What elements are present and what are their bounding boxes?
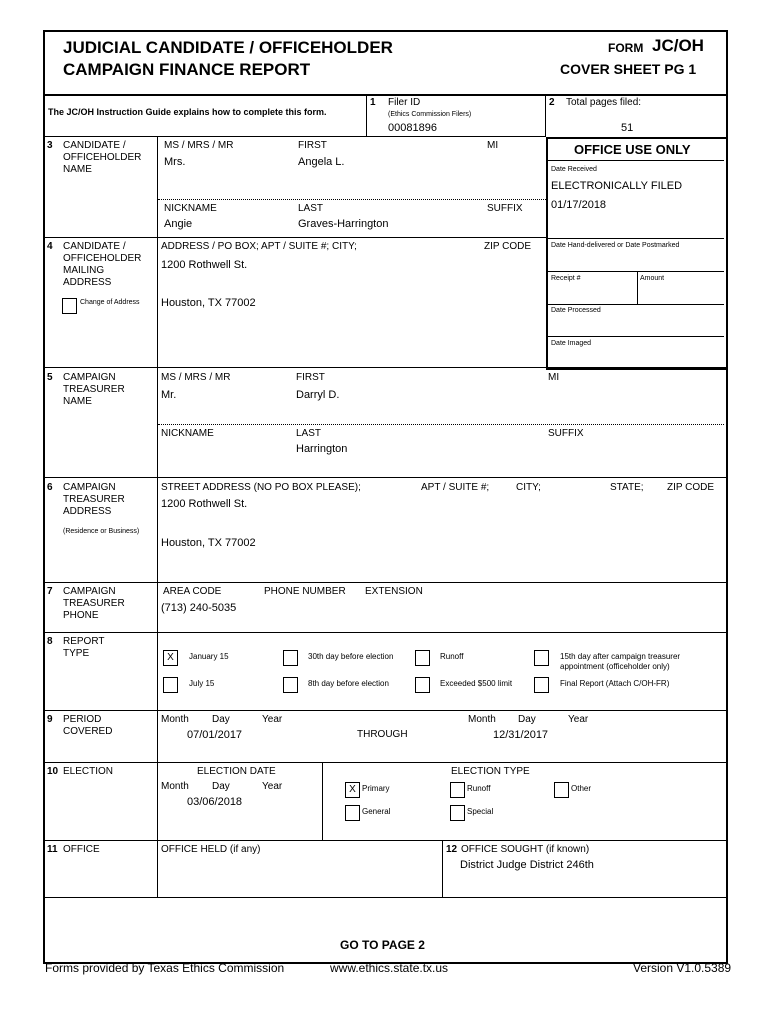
treasurer-prefix[interactable]: Mr. — [161, 389, 177, 401]
section-3-label-3: NAME — [63, 164, 92, 175]
candidate-first-label: FIRST — [298, 140, 327, 151]
special-checkbox[interactable] — [450, 805, 465, 821]
treasurer-prefix-label: MS / MRS / MR — [161, 372, 231, 383]
candidate-last-label: LAST — [298, 203, 324, 214]
date-processed-label: Date Processed — [551, 307, 601, 314]
candidate-prefix[interactable]: Mrs. — [164, 156, 186, 168]
election-date[interactable]: 03/06/2018 — [187, 796, 243, 808]
section-9-label-2: COVERED — [63, 726, 113, 737]
change-of-address-checkbox[interactable] — [62, 298, 77, 314]
section-10-num: 10 — [47, 766, 59, 777]
treasurer-last[interactable]: Harrington — [296, 443, 348, 455]
section-6-label: CAMPAIGN — [63, 482, 116, 493]
office-held-label: OFFICE HELD (if any) — [161, 844, 261, 855]
city-label: CITY; — [516, 482, 541, 493]
candidate-mi-label: MI — [487, 140, 499, 151]
candidate-nickname-label: NICKNAME — [164, 203, 217, 214]
total-pages-num: 2 — [549, 97, 555, 108]
15th-day-label: 15th day after campaign treasurer — [560, 652, 681, 661]
election-month-label: Month — [161, 781, 189, 792]
section-5-num: 5 — [47, 372, 53, 383]
filer-id-label: Filer ID — [388, 97, 421, 108]
candidate-nickname[interactable]: Angie — [164, 218, 193, 230]
cover-sheet-label: COVER SHEET PG 1 — [560, 61, 697, 77]
go-to-page-2: GO TO PAGE 2 — [340, 938, 425, 952]
treasurer-last-label: LAST — [296, 428, 322, 439]
change-of-address-label: Change of Address — [80, 299, 140, 306]
section-6-label-3: ADDRESS — [63, 506, 112, 517]
section-9-label: PERIOD — [63, 714, 102, 725]
section-5-label-3: NAME — [63, 396, 92, 407]
receipt-label: Receipt # — [551, 275, 581, 282]
15th-day-label-2: appointment (officeholder only) — [560, 662, 670, 671]
section-7-label-2: TREASURER — [63, 598, 125, 609]
section-4-label-2: OFFICEHOLDER — [63, 253, 142, 264]
runoff-election-label: Runoff — [467, 784, 491, 793]
30day-label: 30th day before election — [308, 652, 394, 661]
form-label: FORM — [608, 41, 644, 55]
form-title-line2: CAMPAIGN FINANCE REPORT — [63, 60, 311, 79]
candidate-address-line2[interactable]: Houston, TX 77002 — [161, 297, 256, 309]
form-title-line1: JUDICIAL CANDIDATE / OFFICEHOLDER — [63, 38, 393, 57]
section-7-num: 7 — [47, 586, 53, 597]
section-3-label: CANDIDATE / — [63, 140, 126, 151]
section-9-num: 9 — [47, 714, 53, 725]
section-5-label-2: TREASURER — [63, 384, 125, 395]
zip-label: ZIP CODE — [667, 482, 715, 493]
filer-id-num: 1 — [370, 97, 376, 108]
exceeded-label: Exceeded $500 limit — [440, 679, 513, 688]
section-8-num: 8 — [47, 636, 53, 647]
residence-note: (Residence or Business) — [63, 528, 140, 535]
phone-number-label: PHONE NUMBER — [264, 586, 346, 597]
period-from-day-label: Day — [212, 714, 230, 725]
period-from-month-label: Month — [161, 714, 189, 725]
area-code-label: AREA CODE — [163, 586, 222, 597]
election-day-label: Day — [212, 781, 230, 792]
amount-label: Amount — [640, 275, 665, 282]
8day-checkbox[interactable] — [283, 677, 298, 693]
section-11-num: 11 — [47, 844, 58, 855]
election-year-label: Year — [262, 781, 283, 792]
apt-label: APT / SUITE #; — [421, 482, 490, 493]
15th-day-checkbox[interactable] — [534, 650, 549, 666]
period-to[interactable]: 12/31/2017 — [493, 729, 549, 741]
runoff-election-checkbox[interactable] — [450, 782, 465, 798]
treasurer-address-line1[interactable]: 1200 Rothwell St. — [161, 498, 248, 510]
jan15-checkbox[interactable]: X — [163, 650, 178, 666]
treasurer-first-label: FIRST — [296, 372, 325, 383]
footer-left: Forms provided by Texas Ethics Commission — [45, 961, 285, 975]
candidate-zip-label: ZIP CODE — [484, 241, 532, 252]
final-report-checkbox[interactable] — [534, 677, 549, 693]
footer-version: Version V1.0.5389 — [633, 961, 732, 975]
exceeded-checkbox[interactable] — [415, 677, 430, 693]
section-11-label: OFFICE — [63, 844, 100, 855]
office-sought-label: OFFICE SOUGHT (if known) — [461, 844, 590, 855]
section-4-label-4: ADDRESS — [63, 277, 112, 288]
hand-delivered-label: Date Hand-delivered or Date Postmarked — [551, 242, 680, 249]
candidate-first[interactable]: Angela L. — [298, 156, 345, 168]
section-8-label-2: TYPE — [63, 648, 90, 659]
section-6-label-2: TREASURER — [63, 494, 125, 505]
section-8-label: REPORT — [63, 636, 105, 647]
runoff-report-label: Runoff — [440, 652, 464, 661]
primary-label: Primary — [362, 784, 390, 793]
treasurer-first[interactable]: Darryl D. — [296, 389, 340, 401]
date-received-label: Date Received — [551, 166, 597, 173]
section-7-label-3: PHONE — [63, 610, 99, 621]
filer-id-value[interactable]: 00081896 — [388, 122, 437, 134]
total-pages-label: Total pages filed: — [566, 97, 642, 108]
office-sought[interactable]: District Judge District 246th — [460, 859, 594, 871]
date-imaged-label: Date Imaged — [551, 340, 592, 347]
runoff-report-checkbox[interactable] — [415, 650, 430, 666]
state-label: STATE; — [610, 482, 644, 493]
special-label: Special — [467, 807, 494, 816]
treasurer-phone[interactable]: (713) 240-5035 — [161, 602, 237, 614]
primary-checkbox[interactable]: X — [345, 782, 360, 798]
section-6-num: 6 — [47, 482, 53, 493]
candidate-suffix-label: SUFFIX — [487, 203, 523, 214]
form-code: JC/OH — [652, 36, 704, 55]
total-pages-value[interactable]: 51 — [621, 122, 634, 134]
rule — [43, 94, 726, 96]
extension-label: EXTENSION — [365, 586, 423, 597]
candidate-last[interactable]: Graves-Harrington — [298, 218, 389, 230]
election-date-label: ELECTION DATE — [197, 766, 276, 777]
office-use-title: OFFICE USE ONLY — [574, 142, 691, 157]
section-10-label: ELECTION — [63, 766, 114, 777]
8day-label: 8th day before election — [308, 679, 389, 688]
period-to-month-label: Month — [468, 714, 496, 725]
final-report-label: Final Report (Attach C/OH-FR) — [560, 679, 670, 688]
treasurer-suffix-label: SUFFIX — [548, 428, 584, 439]
section-5-label: CAMPAIGN — [63, 372, 116, 383]
instruction-text: The JC/OH Instruction Guide explains how to complete this form. — [48, 107, 327, 117]
filing-status: ELECTRONICALLY FILED — [551, 180, 683, 192]
election-type-label: ELECTION TYPE — [451, 766, 530, 777]
footer-url[interactable]: www.ethics.state.tx.us — [330, 961, 449, 975]
section-4-num: 4 — [47, 241, 53, 252]
section-3-label-2: OFFICEHOLDER — [63, 152, 142, 163]
period-from[interactable]: 07/01/2017 — [187, 729, 243, 741]
section-4-label-3: MAILING — [63, 265, 105, 276]
general-checkbox[interactable] — [345, 805, 360, 821]
section-3-num: 3 — [47, 140, 53, 151]
section-7-label: CAMPAIGN — [63, 586, 116, 597]
section-12-num: 12 — [446, 844, 458, 855]
other-label: Other — [571, 784, 592, 793]
treasurer-mi-label: MI — [548, 372, 560, 383]
period-to-day-label: Day — [518, 714, 536, 725]
street-address-label: STREET ADDRESS (NO PO BOX PLEASE); — [161, 482, 361, 493]
candidate-address-line1[interactable]: 1200 Rothwell St. — [161, 259, 248, 271]
candidate-address-fields-label: ADDRESS / PO BOX; APT / SUITE #; CITY; — [161, 241, 357, 252]
section-4-label: CANDIDATE / — [63, 241, 126, 252]
date-received-value: 01/17/2018 — [551, 199, 607, 211]
period-to-year-label: Year — [568, 714, 589, 725]
candidate-prefix-label: MS / MRS / MR — [164, 140, 234, 151]
filer-id-sublabel: (Ethics Commission Filers) — [388, 111, 472, 118]
treasurer-nickname-label: NICKNAME — [161, 428, 214, 439]
general-label: General — [362, 807, 391, 816]
jul15-checkbox[interactable] — [163, 677, 178, 693]
treasurer-address-line2[interactable]: Houston, TX 77002 — [161, 537, 256, 549]
jan15-label: January 15 — [189, 652, 229, 661]
period-from-year-label: Year — [262, 714, 283, 725]
30day-checkbox[interactable] — [283, 650, 298, 666]
through-label: THROUGH — [357, 729, 408, 740]
jul15-label: July 15 — [189, 679, 215, 688]
other-checkbox[interactable] — [554, 782, 569, 798]
